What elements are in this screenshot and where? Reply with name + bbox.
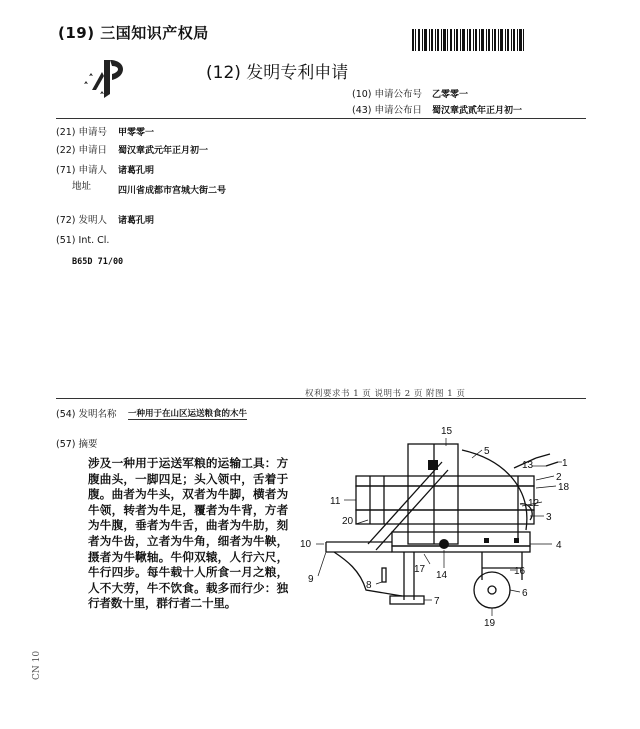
publication-date-label: (43) 申请公布日 [352,105,423,116]
application-date-label: (22) 申请日 [56,145,108,156]
header-divider [56,118,586,119]
figure-label-8: 8 [366,580,372,591]
patent-office-name: (19) 三国知识产权局 [58,24,209,42]
application-date-value: 蜀汉章武元年正月初一 [118,146,209,156]
inventor-label: (72) 发明人 [56,215,108,226]
figure-label-13: 13 [522,460,534,471]
applicant-label: (71) 申请人 [56,165,108,176]
publication-number-value: 乙零零一 [432,90,469,100]
publication-number-label: (10) 申请公布号 [352,89,423,100]
invention-title: 一种用于在山区运送粮食的木牛 [128,409,248,419]
figure-label-2: 2 [556,472,562,483]
figure-label-11: 11 [330,496,341,507]
figure-label-16: 16 [514,566,526,577]
invention-title-label: (54) 发明名称 [56,409,117,420]
address-value: 四川省成都市宫城大街二号 [118,186,227,196]
inventor-value: 诸葛孔明 [118,216,155,226]
address-label: 地址 [72,181,92,192]
application-number-value: 甲零零一 [118,128,155,138]
document-type: (12) 发明专利申请 [206,63,349,83]
patent-office-logo [80,54,130,102]
int-cl-label: (51) Int. Cl. [56,235,110,246]
figure-label-19: 19 [484,618,496,629]
figure-label-6: 6 [522,588,528,599]
ipc-code: B65D 71/00 [72,257,124,267]
wooden-ox-drawing [296,420,586,630]
abstract-text: 涉及一种用于运送军粮的运输工具：方腹曲头，一脚四足；头入领中，舌着于腹。曲者为牛头，双者为牛脚，横者为牛领，转者为牛足，覆者为牛背，方者为牛腹，垂者为牛舌，曲者为牛肋，刻者为牛齿，立者为牛角，细者为牛鞅，摄者为牛鞦轴。牛仰双辕，人行六尺，牛行四步。每牛载十人所食一月之粮，人不大劳，牛不饮食。载多而行少：独行者数十里，群行者二十里。 [88,456,288,611]
applicant-value: 诸葛孔明 [118,166,155,176]
figure-label-9: 9 [308,574,314,585]
figure-label-15: 15 [441,426,453,437]
figure-label-20: 20 [342,516,354,527]
pages-note: 权利要求书 1 页 说明书 2 页 附图 1 页 [305,389,466,399]
figure-label-14: 14 [436,570,448,581]
figure-label-7: 7 [434,596,440,607]
application-number-label: (21) 申请号 [56,127,108,138]
barcode [412,29,524,51]
figure-label-12: 12 [528,498,540,509]
figure-label-18: 18 [558,482,570,493]
publication-date-value: 蜀汉章武贰年正月初一 [432,106,523,116]
figure-label-1: 1 [562,458,568,469]
figure-label-10: 10 [300,539,312,550]
figure-label-5: 5 [484,446,490,457]
figure-label-17: 17 [414,564,426,575]
side-margin-mark: CN 10 [32,650,42,680]
figure-label-4: 4 [556,540,562,551]
abstract-label: (57) 摘要 [56,439,98,450]
figure-label-3: 3 [546,512,552,523]
